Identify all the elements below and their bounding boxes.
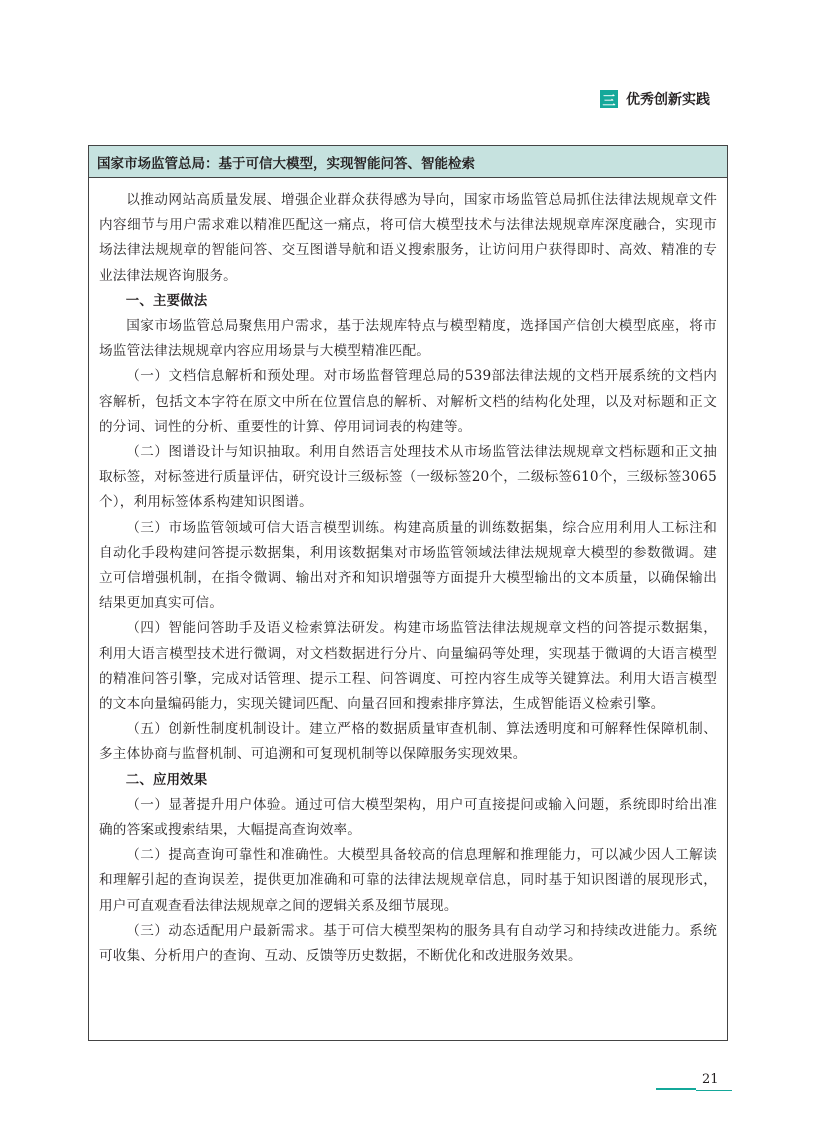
case-study-box [88, 145, 728, 1041]
running-header [600, 86, 740, 112]
case-title-bar [89, 146, 727, 178]
chapter-marker-badge: 三 [600, 90, 618, 108]
case-content [89, 178, 727, 969]
paragraph: （一）文档信息解析和预处理。对市场监督管理总局的539部法律法规的文档开展系统的文档内容解析，包括文本字符在原文中所在位置信息的解析、对解析文档的结构化处理，以及对标题和正文的分词、词性的分析、重要性的计算、停用词词表的构建等。 [99, 368, 717, 435]
section-heading-practices: 一、主要做法 [125, 293, 208, 309]
paragraph: 国家市场监管总局聚焦用户需求，基于法规库特点与模型精度，选择国产信创大模型底座，将市场监管法律法规规章内容应用场景与大模型精准匹配。 [99, 318, 717, 360]
paragraph: （四）智能问答助手及语义检索算法研发。构建市场监管法律法规规章文档的问答提示数据集，利用大语言模型技术进行微调，对文档数据进行分片、向量编码等处理，实现基于微调的大语言模型的精准问答引擎，完成对话管理、提示工程、问答调度、可控内容生成等关键算法。利用大语言模型的文本向量编码能力，实现关键词匹配、向量召回和搜索排序算法，生成智能语义检索引擎。 [99, 620, 717, 713]
paragraph: （五）创新性制度机制设计。建立严格的数据质量审查机制、算法透明度和可解释性保障机制、多主体协商与监督机制、可追溯和可复现机制等以保障服务实现效果。 [99, 721, 717, 763]
page-number: 21 [702, 1072, 719, 1087]
section-heading-effects: 二、应用效果 [125, 772, 208, 788]
paragraph: （三）市场监管领域可信大语言模型训练。构建高质量的训练数据集，综合应用利用人工标注和自动化手段构建问答提示数据集，利用该数据集对市场监管领域法律法规规章大模型的参数微调。建立可信增强机制，在指令微调、输出对齐和知识增强等方面提升大模型输出的文本质量，以确保输出结果更加真实可信。 [99, 519, 717, 612]
footer-rule-thin [696, 1090, 732, 1091]
paragraph: （二）提高查询可靠性和准确性。大模型具备较高的信息理解和推理能力，可以减少因人工解读和理解引起的查询误差，提供更加准确和可靠的法律法规规章信息，同时基于知识图谱的展现形式，用户可直观查看法律法规规章之间的逻辑关系及细节展现。 [99, 847, 717, 914]
footer-rule [656, 1088, 696, 1090]
paragraph: （二）图谱设计与知识抽取。利用自然语言处理技术从市场监管法律法规规章文档标题和正文抽取标签，对标签进行质量评估，研究设计三级标签（一级标签20个，二级标签610个，三级标签3065个），利用标签体系构建知识图谱。 [99, 444, 717, 511]
section-title: 优秀创新实践 [626, 92, 710, 108]
case-title: 国家市场监管总局：基于可信大模型，实现智能问答、智能检索 [97, 155, 475, 172]
paragraph: （三）动态适配用户最新需求。基于可信大模型架构的服务具有自动学习和持续改进能力。系统可收集、分析用户的查询、互动、反馈等历史数据，不断优化和改进服务效果。 [99, 922, 717, 965]
paragraph: （一）显著提升用户体验。通过可信大模型架构，用户可直接提问或输入问题，系统即时给出准确的答案或搜索结果，大幅提高查询效率。 [99, 796, 717, 839]
intro-paragraph: 以推动网站高质量发展、增强企业群众获得感为导向，国家市场监管总局抓住法律法规规章文件内容细节与用户需求难以精准匹配这一痛点，将可信大模型技术与法律法规规章库深度融合，实现市场法律法规规章的智能问答、交互图谱导航和语义搜索服务，让访问用户获得即时、高效、精准的专业法律法规咨询服务。 [99, 192, 717, 284]
